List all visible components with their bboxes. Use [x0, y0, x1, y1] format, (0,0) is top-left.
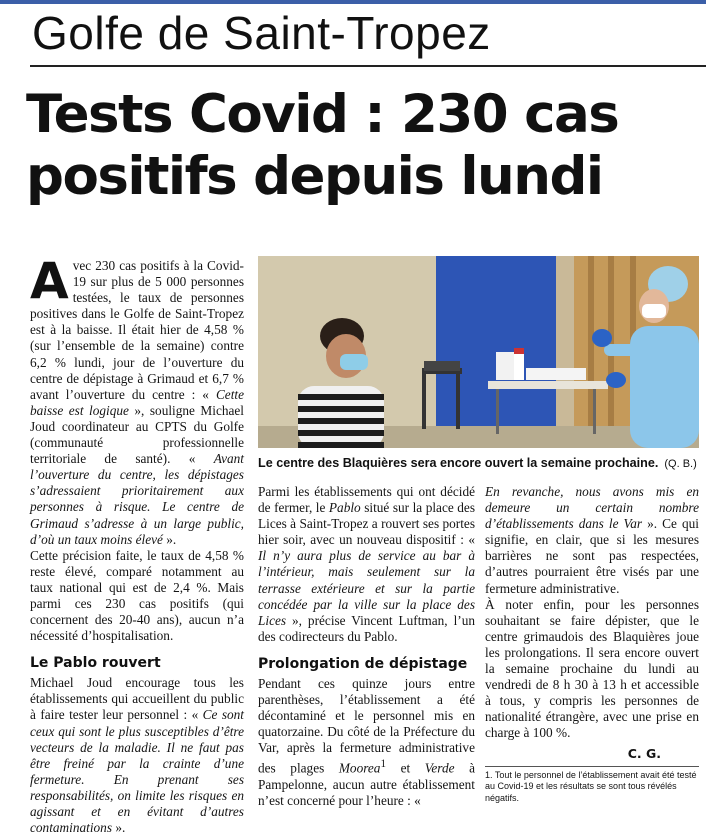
photo-testing-center	[258, 256, 699, 448]
paragraph: Pendant ces quinze jours entre parenthèses, l’établissement a été décontaminé et le personnel mis en quatorzaine. Du côté de la Préfecture du Var, après la fermeture administrative des plages Moorea$^1$ et Verde à Pampelonne, aucun autre établissement n’est concerné pour l’heure : «	[258, 675, 476, 809]
venue-name: Verde	[424, 760, 455, 776]
footnote: 1. Tout le personnel de l’établissement avait été testé au Covid-19 et les résultats se sont tous révélés négatifs.	[485, 769, 697, 803]
venue-name: Moorea	[338, 760, 381, 776]
paragraph: Michael Joud encourage tous les établissements qui accueillent du public à faire tester leur personnel : « Ce sont ceux qui sont le plus susceptibles d’être vecteurs de la maladie. Il ne faut pas être freiné par la crainte d’une fermeture. En prenant ses responsabilités, on limite les risques en agissant et en évitant d’autres contaminations ».	[30, 675, 245, 836]
author-signature: C. G.	[627, 745, 661, 761]
paragraph: En revanche, nous avons mis en demeure un certain nombre d’établissements dans le Var ». Ce qui signifie, en clair, que si les mesures barrières ne sont pas respectées, d’autres pourraient être visés par une fermeture administrative.	[485, 484, 699, 596]
quote: Ce sont ceux qui sont le plus susceptibles d’être vecteurs de la maladie. Il ne faut pas être freiné par la crainte d’une fermeture. En prenant ses responsabilités, on limite les risques en agissant et en évitant d’autres contaminations	[30, 707, 245, 836]
quote: En revanche, nous avons mis en demeure un certain nombre d’établissements dans le Var	[485, 484, 699, 532]
article-column-3	[485, 484, 699, 804]
footnote-divider	[485, 766, 699, 767]
paragraph: À noter enfin, pour les personnes souhaitant se faire dépister, que le centre grimaudois des Blaquières joue les prolongations. Il sera encore ouvert la semaine prochaine du lundi au vendredi de 8 h 30 à 13 h et accessible à tous, y compris les personnes de nationalité étrangère, avec une prise en charge à 100 %.	[485, 596, 699, 741]
lead-paragraph: Avec 230 cas positifs à la Covid-19 sur plus de 5 000 personnes testées, le taux de personnes positives dans le Golfe de Saint-Tropez est à la baisse. Il était hier de 4,58 % (sur l’ensemble de la semaine) contre 6,2 % lundi, jour de l’ouverture du centre de dépistage à Grimaud et 6,7 % avant l’ouverture du centre : « Cette baisse est logique », souligne Michael Joud coordinateur au CPTS du Golfe (communauté professionnelle territoriale de santé). « Avant l’ouverture du centre, les dépistages s’adressaient prioritairement aux personnes à risque. Le centre de Grimaud s’adresse à un large public, d’où un taux moins élevé ».	[30, 252, 245, 547]
footnote-marker: 1	[380, 758, 386, 771]
article-column-1	[30, 252, 245, 836]
venue-name: Pablo	[328, 500, 361, 516]
paragraph: Parmi les établissements qui ont décidé de fermer, le Pablo situé sur la place des Lices à Saint-Tropez a rouvert ses portes hier soir, avec un nouveau dispositif : « Il n’y aura plus de service au bar à l’intérieur, mais seulement sur la terrasse extérieure et sur la partie concédée par la ville sur la place des Lices », précise Vincent Luftman, l’un des codirecteurs du Pablo.	[258, 484, 475, 644]
caption-text: Le centre des Blaquières sera encore ouvert la semaine prochaine.	[258, 456, 659, 470]
paragraph: Cette précision faite, le taux de 4,58 % reste élevé, comparé notamment au taux national qui est de 2,4 %. Mais parmi ces 230 cas positifs (qui concernent des 20-40 ans), aucun n’a nécessité d’hospitalisation.	[30, 547, 244, 644]
subheading-pablo: Le Pablo rouvert	[30, 655, 161, 672]
photo-illustration	[258, 256, 699, 448]
drop-cap: A	[30, 252, 69, 310]
photo-caption	[258, 455, 699, 472]
subheading-prolongation: Prolongation de dépistage	[258, 655, 468, 672]
article-column-2	[258, 484, 475, 809]
headline	[26, 84, 706, 208]
photo-credit: (Q. B.)	[664, 458, 697, 470]
top-accent-bar	[0, 0, 706, 4]
headline-line-1: Tests Covid : 230 cas	[26, 84, 619, 145]
quote: Cette baisse est logique	[30, 386, 244, 418]
quote: Il n’y aura plus de service au bar à l’intérieur, mais seulement sur la terrasse extérieure et sur la partie concédée par la ville sur la place des Lices	[258, 548, 475, 628]
section-rubric: Golfe de Saint-Tropez	[32, 7, 491, 59]
rubric-divider	[30, 65, 706, 67]
quote: Avant l’ouverture du centre, les dépistages s’adressaient prioritairement aux personnes à risque. Le centre de Grimaud s’adresse à un large public, d’où un taux moins élevé	[30, 451, 244, 547]
headline-line-2: positifs depuis lundi	[26, 146, 603, 207]
